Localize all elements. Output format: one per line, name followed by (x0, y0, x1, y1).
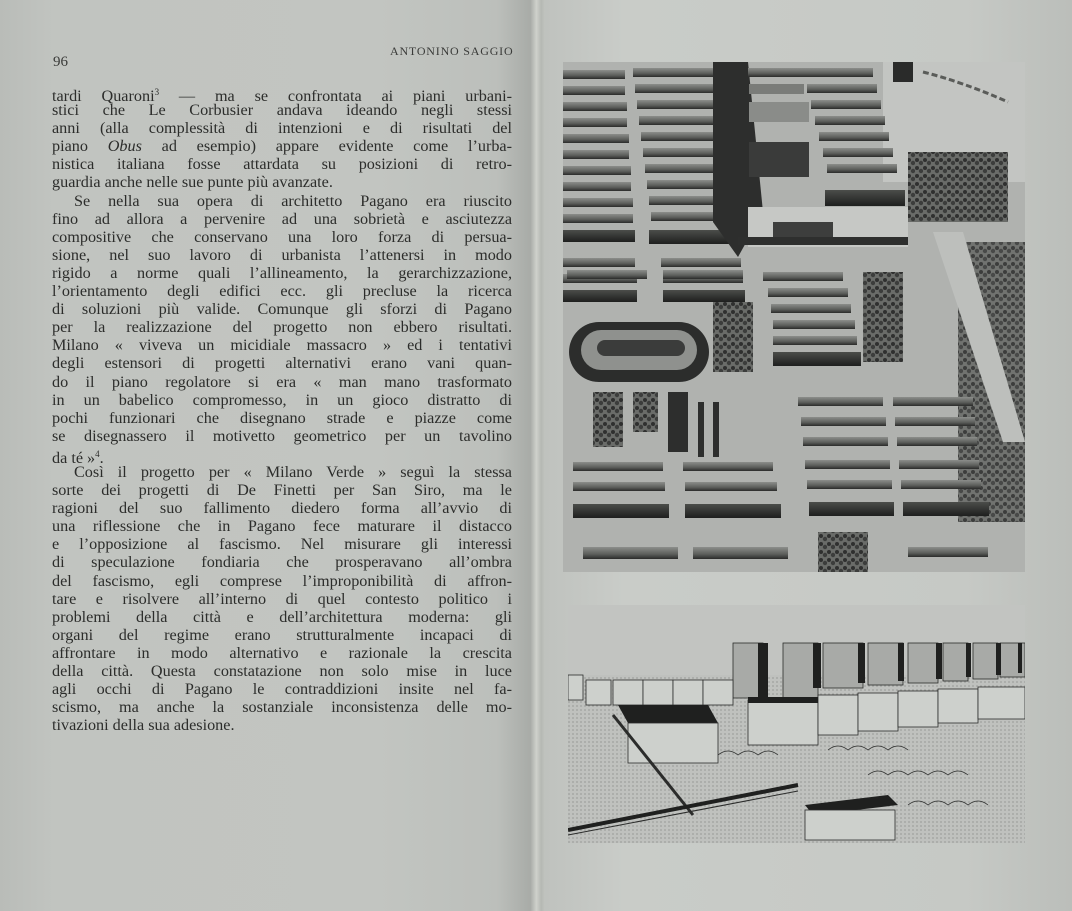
text-line: fino ad allora a pervenire ad una sobrietà e asciutezza (52, 209, 512, 228)
text-line: pochi funzionari che disegnano strade e piazze come (52, 408, 512, 427)
text-line: della città. Questa constatazione non solo mise in luce (52, 662, 512, 680)
text-line: per la realizzazione del progetto non ebbero risultati. (52, 318, 512, 337)
running-head: ANTONINO SAGGIO (390, 44, 514, 58)
perspective-drawing-figure (568, 605, 1025, 843)
text-line: degli estensori di progetti alternativi erano vani quan- (52, 354, 512, 373)
page-number: 96 (53, 54, 68, 70)
italic-title: Obus (107, 137, 142, 156)
body-text (52, 83, 512, 734)
text-line: problemi della città e dell’architettura moderna: gli (52, 607, 512, 626)
text-line: nistica italiana fosse attardata su posizioni di retro- (52, 155, 512, 174)
text-line: anni (alla complessità di intenzioni e di risultati del (52, 119, 512, 138)
text-line: in un babelico compromesso, in un gioco distratto di (52, 390, 512, 409)
text-line: Milano « viveva un micidiale massacro » ed i tentativi (52, 336, 512, 355)
text-line: di soluzioni più valide. Comunque gli sforzi di Pagano (52, 300, 512, 319)
text-line: da té »$^4$. (52, 448, 104, 467)
footnote-marker: 3 (154, 87, 160, 97)
text-line: Se nella sua opera di architetto Pagano era riuscito (74, 191, 512, 210)
text-line: di speculazione fondiaria che prosperavano all’ombra (52, 553, 512, 572)
text-line: guardia anche nelle sue punte più avanzate. (52, 173, 333, 192)
text-line: rigido a norme quali l’allineamento, la gerarchizzazione, (52, 263, 512, 282)
text-line: compositive che conservano una loro forza di persua- (52, 227, 512, 246)
text-line: affrontare in modo alternativo e razionale la crescita (52, 643, 512, 662)
text-line: tare e risolvere all’interno di quel contesto politico i (52, 589, 512, 608)
aerial-photo-figure (563, 62, 1025, 572)
text-line: ragioni del suo fallimento diedero forma all’avvio di (52, 499, 512, 518)
text-line: tivazioni della sua adesione. (52, 716, 235, 735)
text-line: organi del regime erano strutturalmente incapaci di (52, 625, 512, 644)
book-gutter (530, 0, 546, 911)
text-line: Così il progetto per « Milano Verde » seguì la stessa (74, 462, 512, 481)
text-line: una riflessione che in Pagano fece maturare il distacco (52, 517, 512, 536)
perspective-drawing-image (568, 605, 1025, 843)
text-line: stici che Le Corbusier andava ideando negli stessi (52, 101, 512, 120)
text-line: do il piano regolatore si era « man mano trasformato (52, 372, 512, 391)
footnote-marker: 4 (95, 448, 100, 459)
text-line: piano Obus ad esempio) appare evidente come l’urba- (52, 137, 512, 156)
text-line: se disegnassero il motivetto geometrico per un tavolino (52, 426, 512, 445)
text-line: l’orientamento degli edifici ecc. gli precluse la ricerca (52, 282, 512, 301)
text-line: e l’opposizione al fascismo. Nel misurare gli interessi (52, 535, 512, 554)
text-line: sione, nel suo lavoro di urbanista l’attenersi in modo (52, 245, 512, 264)
aerial-photo-image (563, 62, 1025, 572)
text-line: tardi Quaroni$^3$ — ma se confrontata ai piani urbani- (52, 87, 512, 105)
text-line: agli occhi di Pagano le contraddizioni insite nel fa- (52, 680, 512, 699)
text-line: sorte dei progetti di De Finetti per San Siro, ma le (52, 481, 512, 500)
text-line: del fascismo, egli comprese l’improponibilità di affron- (52, 571, 512, 590)
text-line: scismo, ma anche la sostanziale inconsistenza delle mo- (52, 698, 512, 717)
